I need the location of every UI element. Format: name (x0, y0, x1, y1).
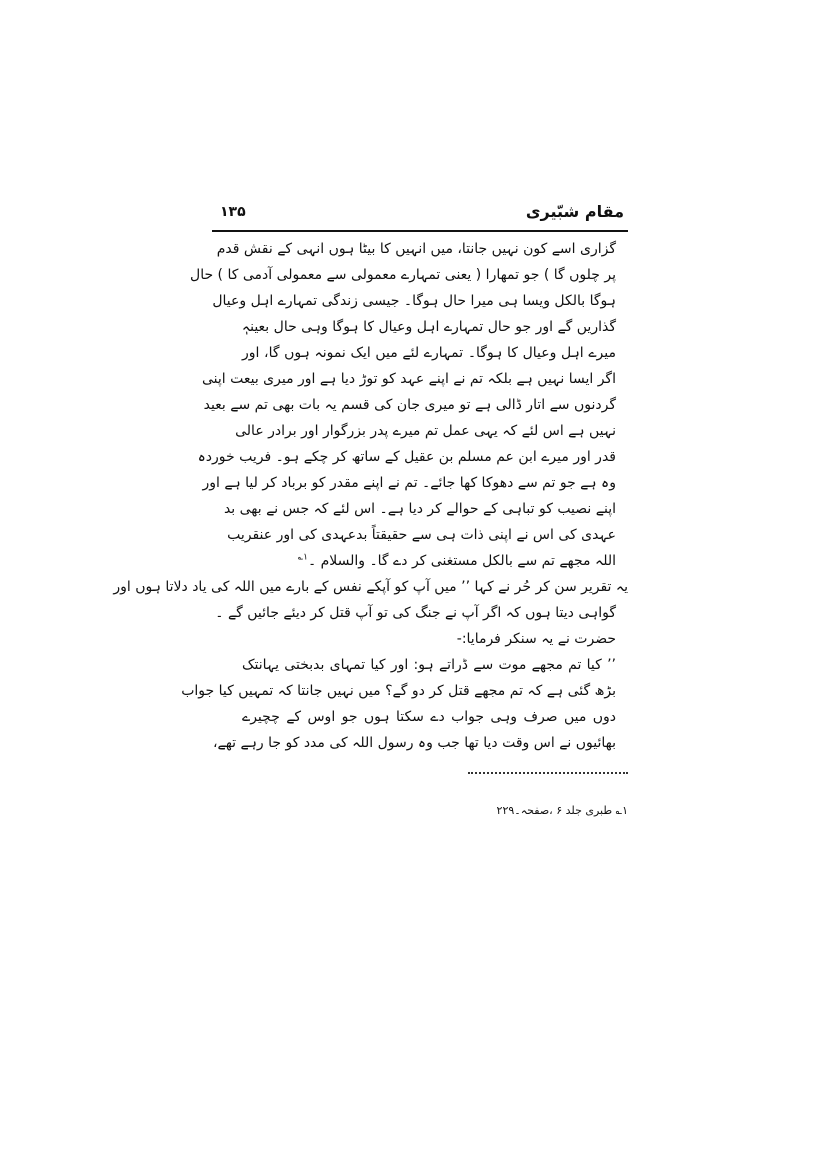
body-line (297, 551, 616, 573)
footnote-separator (468, 772, 628, 774)
footnote-text: طبری جلد ۶ ،صفحہ۔۲۲۹ (496, 804, 613, 817)
body-line: دوں میں صرف وہی جواب دے سکتا ہوں جو اوس کے چچیرے (242, 709, 616, 725)
body-line: گذاریں گے اور جو حال تمہارے اہل وعیال کا ہوگا وہی حال بعینہٖ (241, 319, 616, 335)
body-line: گواہی دیتا ہوں کہ اگر آپ نے جنگ کی تو آپ قتل کر دیئے جائیں گے ۔ (215, 605, 616, 621)
footnote (497, 804, 628, 817)
footnote-marker: ۱؎ (615, 804, 628, 817)
header-rule (212, 230, 628, 232)
page-header (212, 196, 628, 230)
body-line: عہدی کی اس نے اپنی ذات ہی سے حقیقتاً بدعہدی کی اور عنقریب (227, 527, 616, 543)
body-line: ہوگا بالکل ویسا ہی میرا حال ہوگا۔ جیسی زندگی تمہارے اہل وعیال (212, 293, 616, 309)
body-line: ’’ کیا تم مجھے موت سے ڈراتے ہو: اور کیا تمہای بدبختی یہانتک (242, 657, 616, 673)
body-line: پر چلوں گا ) جو تمھارا ( یعنی تمہارے معمولی سے معمولی آدمی کا ) حال (190, 267, 616, 283)
body-line: یہ تقریر سن کر حُر نے کہا ’’ میں آپ کو آپکے نفس کے بارے میں اللہ کی یاد دلاتا ہوں اور (113, 579, 628, 595)
page-title: مقام شبّیری (525, 202, 624, 221)
body-line: نہیں ہے اس لئے کہ یہی عمل تم میرے پدر بزرگوار اور برادر عالی (235, 423, 616, 439)
body-line: اگر ایسا نہیں ہے بلکہ تم نے اپنے عہد کو توڑ دیا ہے اور میری بیعت اپنی (201, 371, 616, 387)
body-line: گزاری اسے کون نہیں جانتا، میں انہیں کا بیٹا ہوں انہی کے نقش قدم (216, 241, 616, 257)
body-line: اپنے نصیب کو تباہی کے حوالے کر دیا ہے۔ اس لئے کہ جس نے بھی بد (223, 501, 616, 517)
body-line-text: اللہ مجھے تم سے بالکل مستغنی کر دے گا۔ والسلام ۔ (307, 553, 616, 569)
body-line: بھائیوں نے اس وقت دیا تھا جب وہ رسول اللہ کی مدد کو جا رہے تھے، (212, 735, 616, 751)
body-line: قدر اور میرے ابن عم مسلم بن عقیل کے ساتھ کر چکے ہو۔ فریب خوردہ (197, 449, 616, 465)
body-line: میرے اہل وعیال کا ہوگا۔ تمہارے لئے میں ایک نمونہ ہوں گا، اور (242, 345, 616, 361)
body-line: گردنوں سے اتار ڈالی ہے تو میری جان کی قسم یہ بات بھی تم سے بعید (203, 397, 616, 413)
body-line: حضرت نے یہ سنکر فرمایا:- (456, 631, 616, 647)
page-number: ۱۳۵ (220, 204, 246, 220)
footnote-reference: ۱؎ (297, 552, 308, 563)
body-line: بڑھ گئی ہے کہ تم مجھے قتل کر دو گے؟ میں نہیں جانتا کہ تمہیں کیا جواب (181, 683, 616, 699)
body-line: وہ ہے جو تم سے دھوکا کھا جائے۔ تم نے اپنے مقدر کو برباد کر لیا ہے اور (202, 475, 616, 491)
